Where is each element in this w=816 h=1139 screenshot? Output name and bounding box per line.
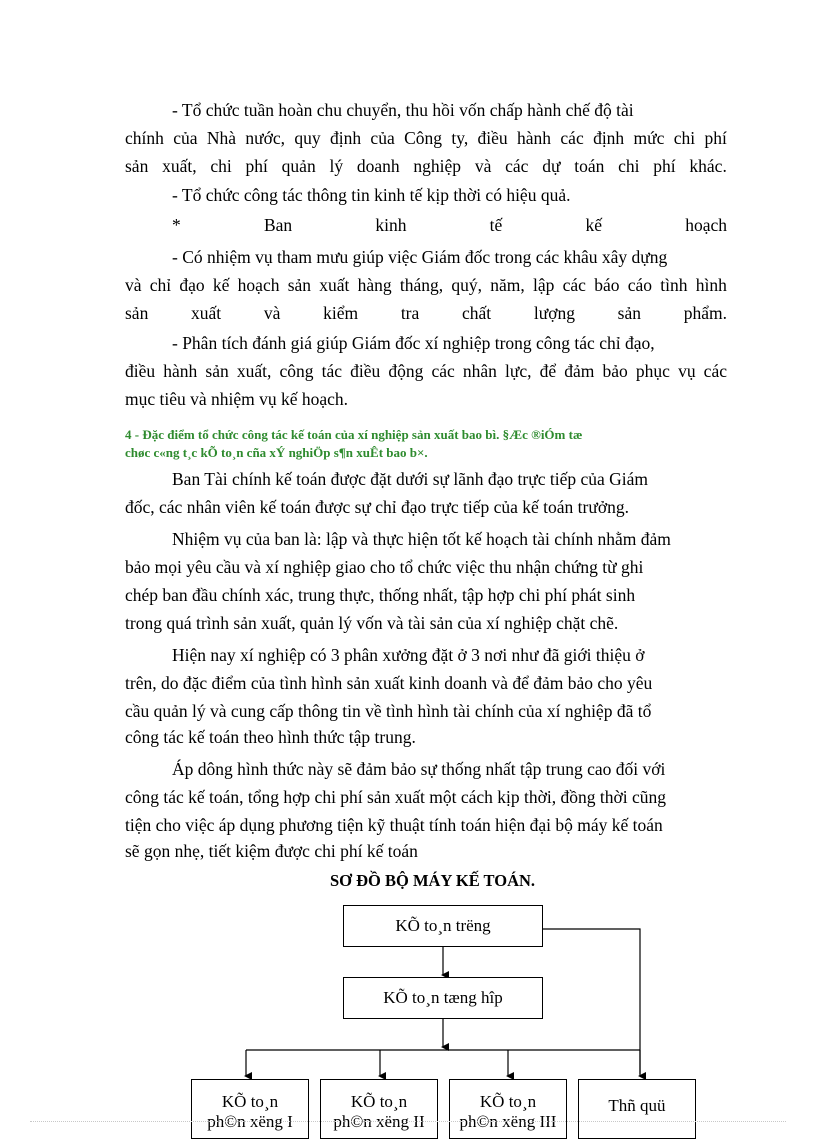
word: công: [279, 361, 314, 381]
word: doanh: [356, 156, 400, 176]
word: lượng: [533, 303, 575, 323]
word: Công: [404, 128, 442, 148]
word: đạo: [179, 275, 205, 295]
body-line: cầu quản lý và cung cấp thông tin về tình hình tài chính của xí nghiệp đã tổ: [125, 701, 652, 721]
word: sản: [125, 156, 149, 176]
page-bottom-rule: [30, 1121, 786, 1122]
treasurer-label: Thñ quü: [608, 1096, 666, 1115]
body-line: công tác kế toán, tổng hợp chi phí sản xuất một cách kịp thời, đồng thời cũng: [125, 787, 666, 807]
word: xuất,: [162, 156, 197, 176]
line-text: - Tổ chức tuần hoàn chu chuyển, thu hồi vốn chấp hành chế độ tài: [172, 100, 634, 120]
word: quy: [294, 128, 321, 148]
word: nước,: [245, 128, 286, 148]
body-line: - Có nhiệm vụ tham mưu giúp việc Giám đốc trong các khâu xây dựng: [172, 247, 668, 267]
word: Ban: [263, 215, 293, 235]
word: xuất: [191, 303, 222, 323]
word: quản: [281, 156, 316, 176]
treasurer-box: [578, 1079, 696, 1139]
body-line: đốc, các nhân viên kế toán được sự chỉ đạo trực tiếp của kế toán trưởng.: [125, 497, 629, 517]
word: hàng: [357, 275, 392, 295]
body-line: trên, do đặc điểm của tình hình sản xuất kinh doanh và để đảm bảo cho yêu: [125, 673, 653, 693]
word: các: [560, 128, 584, 148]
workshop-2-label-a: KÕ to¸n: [350, 1092, 408, 1111]
word: hành: [517, 128, 552, 148]
workshop-3-label-a: KÕ to¸n: [479, 1092, 537, 1111]
word: hoạch: [237, 275, 280, 295]
word: các: [431, 361, 455, 381]
word: kế: [212, 275, 230, 295]
body-line: Ban Tài chính kế toán được đặt dưới sự lãnh đạo trực tiếp của Giám: [172, 469, 648, 489]
word: chất: [461, 303, 492, 323]
word: vụ: [678, 361, 696, 381]
workshop-3-box: [449, 1079, 567, 1139]
word: các: [562, 275, 586, 295]
word: lý: [329, 156, 344, 176]
word: phí: [704, 128, 727, 148]
word: kinh: [375, 215, 407, 235]
body-line: mục tiêu và nhiệm vụ kế hoạch.: [125, 389, 349, 409]
word: nhân: [462, 361, 497, 381]
section-heading-garbled: chøc c«ng t¸c kÕ to¸n cña xÝ nghiÖp s¶n xuÊt bao b×.: [125, 445, 428, 460]
word: của: [370, 128, 395, 148]
word: dự: [542, 156, 561, 176]
word: và: [474, 156, 492, 176]
word: định: [593, 128, 625, 148]
word: điều: [125, 361, 156, 381]
word: hình: [695, 275, 727, 295]
word: nghiệp: [413, 156, 462, 176]
word: *: [172, 215, 181, 235]
word: tác: [321, 361, 342, 381]
body-line: - Phân tích đánh giá giúp Giám đốc xí nghiệp trong công tác chỉ đạo,: [172, 333, 655, 353]
workshop-1-label-b: ph©n xëng I: [207, 1112, 293, 1131]
word: toán: [574, 156, 605, 176]
chief-to-treasurer-line: [543, 929, 640, 1074]
word: cáo: [627, 275, 652, 295]
workshop-2-box: [320, 1079, 438, 1139]
word: phục: [635, 361, 670, 381]
word: và: [263, 303, 281, 323]
body-line: công tác kế toán theo hình thức tập trung.: [125, 727, 416, 747]
word: khác.: [689, 156, 727, 176]
diagram-title: SƠ ĐỒ BỘ MÁY KẾ TOÁN.: [330, 871, 536, 890]
word: chi: [210, 156, 232, 176]
word: chi: [618, 156, 640, 176]
word: xuất: [319, 275, 350, 295]
body-line: - Tổ chức công tác thông tin kinh tế kịp thời có hiệu quả.: [172, 185, 571, 205]
word: của: [173, 128, 198, 148]
word: phẩm.: [683, 303, 727, 323]
word: hoạch: [685, 215, 727, 235]
word: báo: [594, 275, 620, 295]
chief-accountant-box: [343, 905, 543, 947]
word: phí: [653, 156, 676, 176]
word: tháng,: [399, 275, 444, 295]
word: mức: [633, 128, 665, 148]
word: sản: [287, 275, 312, 295]
body-line: chép ban đầu chính xác, trung thực, thống nhất, tập hợp chi phí phát sinh: [125, 585, 636, 605]
word: các: [703, 361, 727, 381]
body-line: tiện cho việc áp dụng phương tiện kỹ thuật tính toán hiện đại bộ máy kế toán: [125, 815, 663, 835]
workshop-2-label-b: ph©n xëng II: [333, 1112, 425, 1131]
word: Nhà: [206, 128, 237, 148]
word: xuất,: [236, 361, 272, 381]
section-heading: 4 - Đặc điểm tổ chức công tác kế toán của xí nghiệp sản xuất bao bì. §Æc ®iÓm tæ: [125, 427, 583, 442]
word: kế: [585, 215, 602, 235]
general-accountant-box: [343, 977, 543, 1019]
word: lực,: [505, 361, 532, 381]
word: và: [125, 275, 142, 295]
body-line: Áp dông hình thức này sẽ đảm bảo sự thống nhất tập trung cao đối với: [172, 759, 666, 779]
workshop-1-box: [191, 1079, 309, 1139]
word: định: [329, 128, 362, 148]
word: động: [388, 361, 424, 381]
word: lập: [533, 275, 555, 295]
word: quý,: [451, 275, 483, 295]
word: bảo: [602, 361, 628, 381]
body-line: Hiện nay xí nghiệp có 3 phân xưởng đặt ở 3 nơi như đã giới thiệu ở: [172, 645, 645, 665]
chief-accountant-label: KÕ to¸n trëng: [395, 916, 491, 935]
word: sản: [205, 361, 229, 381]
word: sản: [617, 303, 641, 323]
workshop-1-label-a: KÕ to¸n: [221, 1092, 279, 1111]
word: chính: [125, 128, 164, 148]
word: sản: [125, 303, 149, 323]
word: điều: [477, 128, 508, 148]
word: để: [539, 361, 557, 381]
word: các: [505, 156, 529, 176]
word: kiểm: [323, 303, 359, 323]
word: chỉ: [149, 275, 172, 295]
body-line: trong quá trình sản xuất, quản lý vốn và tài sản của xí nghiệp chặt chẽ.: [125, 613, 619, 633]
word: hành: [163, 361, 198, 381]
word: chi: [673, 128, 696, 148]
body-line: sẽ gọn nhẹ, tiết kiệm được chi phí kế toán: [125, 841, 418, 861]
word: tình: [660, 275, 688, 295]
word: tế: [489, 215, 503, 235]
body-line: Nhiệm vụ của ban là: lập và thực hiện tốt kế hoạch tài chính nhằm đảm: [172, 529, 671, 549]
general-accountant-label: KÕ to¸n tæng hîp: [383, 988, 503, 1007]
workshop-3-label-b: ph©n xëng III: [459, 1112, 557, 1131]
word: đảm: [564, 361, 595, 381]
word: tra: [400, 303, 420, 323]
word: phí: [245, 156, 268, 176]
word: năm,: [490, 275, 525, 295]
word: ty,: [451, 128, 469, 148]
body-line: bảo mọi yêu cầu và xí nghiệp giao cho tổ chức việc thu nhận chứng từ ghi: [125, 557, 644, 577]
word: điều: [350, 361, 381, 381]
